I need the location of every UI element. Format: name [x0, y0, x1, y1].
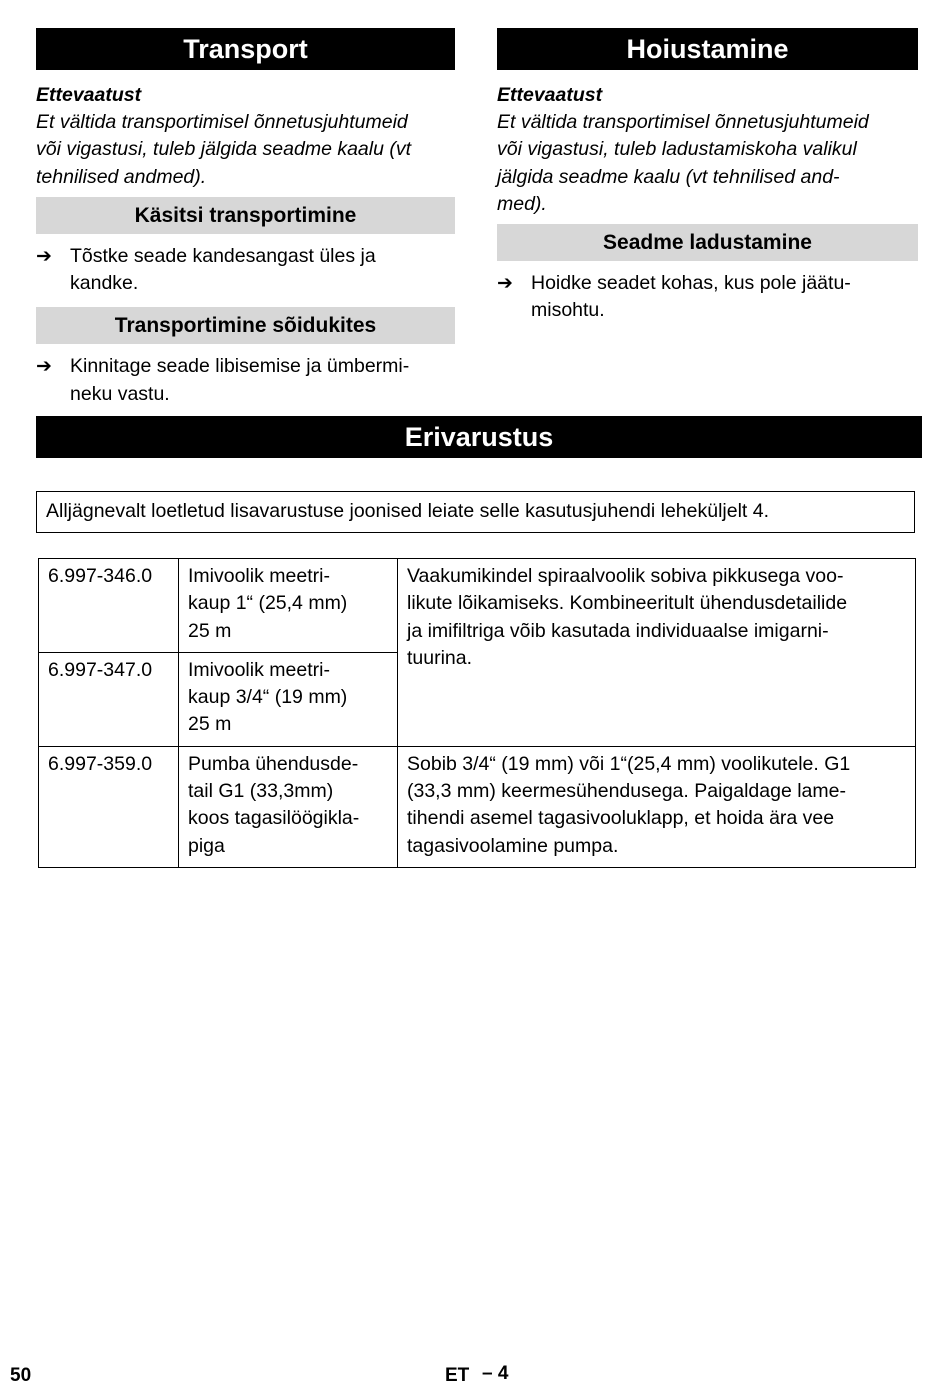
storage-section: [497, 28, 918, 325]
arrow-right-icon: ➔: [36, 356, 52, 378]
part-description: [398, 746, 916, 867]
step-line: misohtu.: [531, 299, 605, 322]
part-name-line: Imivoolik meetri-: [188, 565, 330, 587]
transport-title: Transport: [36, 28, 455, 70]
caution-line: jälgida seadme kaalu (vt tehnilised and-: [497, 165, 840, 188]
arrow-right-icon: ➔: [497, 273, 513, 295]
transport-caution-heading: Ettevaatust: [36, 84, 142, 106]
description-line: (33,3 mm) keermesühendusega. Paigaldage lame-: [407, 780, 846, 803]
part-name-line: Pumba ühendusde-: [188, 752, 359, 775]
vehicle-transport-heading: Transportimine sõidukites: [36, 307, 455, 344]
vehicle-transport-step: [36, 353, 455, 408]
part-name-line: piga: [188, 834, 225, 857]
description-line: tuurina.: [407, 646, 473, 669]
caution-line: tehnilised andmed).: [36, 165, 207, 188]
transport-section: [36, 28, 455, 408]
step-line: Tõstke seade kandesangast üles ja: [70, 244, 376, 267]
part-number: 6.997-347.0: [39, 652, 179, 746]
part-name-line: tail G1 (33,3mm): [188, 780, 334, 803]
step-line: kandke.: [70, 272, 139, 295]
description-line: Sobib 3/4“ (19 mm) või 1“(25,4 mm) voolikutele. G1: [407, 752, 851, 775]
table-row: [39, 746, 916, 867]
part-name-line: koos tagasilöögikla-: [188, 807, 360, 830]
step-line: Hoidke seadet kohas, kus pole jäätu-: [531, 272, 851, 295]
caution-line: või vigastusi, tuleb ladustamiskoha valikul: [497, 138, 857, 161]
part-name: [179, 746, 398, 867]
description-line: Vaakumikindel spiraalvoolik sobiva pikkusega voo-: [407, 565, 844, 587]
part-number: 6.997-346.0: [39, 559, 179, 653]
accessories-info-box: Alljägnevalt loetletud lisavarustuse joonised leiate selle kasutusjuhendi leheküljelt 4.: [36, 491, 915, 533]
part-name-line: kaup 3/4“ (19 mm): [188, 686, 348, 709]
part-description: [398, 559, 916, 747]
step-line: neku vastu.: [70, 382, 170, 405]
part-number: 6.997-359.0: [39, 746, 179, 867]
device-storage-heading: Seadme ladustamine: [497, 224, 918, 261]
arrow-right-icon: ➔: [36, 245, 52, 267]
storage-caution-text: [497, 109, 918, 218]
part-name-line: 25 m: [188, 619, 232, 642]
part-name-line: 25 m: [188, 713, 232, 736]
manual-transport-step: [36, 243, 455, 298]
page-sub-number: – 4: [482, 1363, 509, 1384]
page-language-code: ET: [445, 1365, 470, 1386]
caution-line: Et vältida transportimisel õnnetusjuhtumeid: [497, 111, 869, 133]
table-row: [39, 559, 916, 653]
part-name: [179, 559, 398, 653]
part-name: [179, 652, 398, 746]
description-line: ja imifiltriga võib kasutada individuaalse imigarni-: [407, 619, 829, 642]
part-name-line: Imivoolik meetri-: [188, 658, 330, 681]
storage-title: Hoiustamine: [497, 28, 918, 70]
caution-line: med).: [497, 192, 547, 215]
description-line: tihendi asemel tagasivooluklapp, et hoida ära vee: [407, 807, 835, 830]
device-storage-step: [497, 270, 918, 325]
description-line: tagasivoolamine pumpa.: [407, 834, 619, 857]
caution-line: Et vältida transportimisel õnnetusjuhtumeid: [36, 111, 408, 133]
accessories-title: Erivarustus: [36, 416, 922, 458]
storage-caution-heading: Ettevaatust: [497, 84, 603, 106]
part-name-line: kaup 1“ (25,4 mm): [188, 592, 348, 615]
manual-transport-heading: Käsitsi transportimine: [36, 197, 455, 234]
accessories-table: [38, 558, 916, 868]
caution-line: või vigastusi, tuleb jälgida seadme kaalu (vt: [36, 138, 412, 161]
step-line: Kinnitage seade libisemise ja ümbermi-: [70, 355, 410, 378]
description-line: likute lõikamiseks. Kombineeritult ühendusdetailide: [407, 592, 848, 615]
transport-caution-text: [36, 109, 455, 191]
page-number: 50: [10, 1365, 32, 1386]
